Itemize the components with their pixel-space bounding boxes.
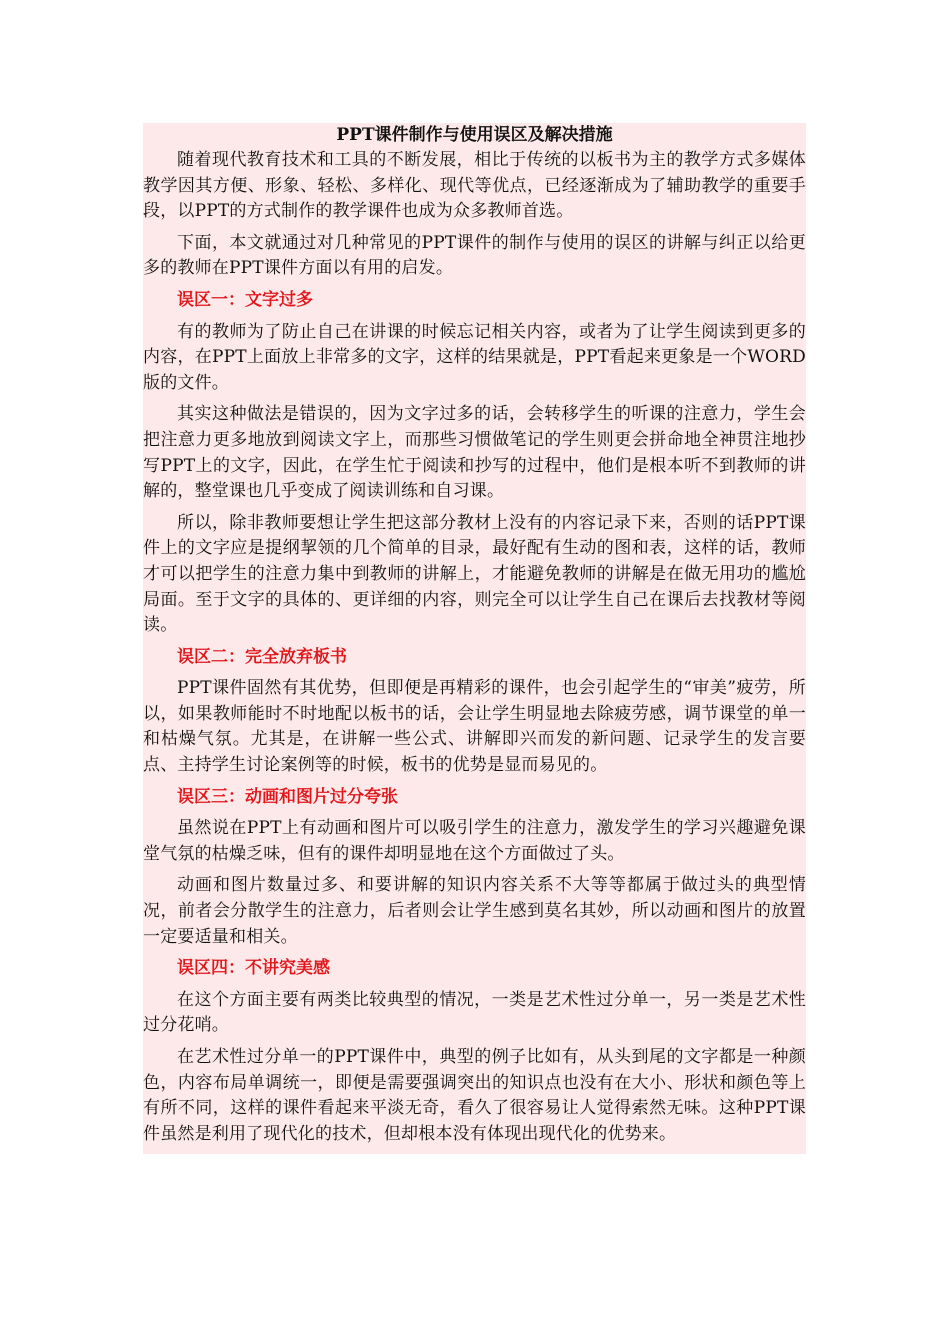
section-heading-2: 误区二：完全放弃板书 bbox=[177, 646, 347, 667]
body-paragraph: 其实这种做法是错误的，因为文字过多的话，会转移学生的听课的注意力，学生会把注意力更多地放到阅读文字上，而那些习惯做笔记的学生则更会拼命地全神贯注地抄写PPT上的文字，因此，在学生忙于阅读和抄写的过程中，他们是根本听不到教师的讲解的，整堂课也几乎变成了阅读训练和自习课。 bbox=[143, 404, 806, 502]
intro-paragraph: 随着现代教育技术和工具的不断发展，相比于传统的以板书为主的教学方式多媒体教学因其方便、形象、轻松、多样化、现代等优点，已经逐渐成为了辅助教学的重要手段，以PPT的方式制作的教学课件也成为众多教师首选。 bbox=[143, 150, 806, 222]
document-body bbox=[143, 123, 806, 1154]
body-paragraph: 在艺术性过分单一的PPT课件中，典型的例子比如有，从头到尾的文字都是一种颜色，内容布局单调统一，即便是需要强调突出的知识点也没有在大小、形状和颜色等上有所不同，这样的课件看起来平淡无奇，看久了很容易让人觉得索然无味。这种PPT课件虽然是利用了现代化的技术，但却根本没有体现出现代化的优势来。 bbox=[143, 1047, 806, 1144]
body-paragraph: 在这个方面主要有两类比较典型的情况，一类是艺术性过分单一，另一类是艺术性过分花哨。 bbox=[143, 989, 806, 1036]
body-paragraph: PPT课件固然有其优势，但即便是再精彩的课件，也会引起学生的“审美”疲劳，所以，如果教师能时不时地配以板书的话，会让学生明显地去除疲劳感，调节课堂的单一和枯燥气氛。尤其是，在讲解一些公式、讲解即兴而发的新问题、记录学生的发言要点、主持学生讨论案例等的时候，板书的优势是显而易见的。 bbox=[143, 678, 806, 776]
section-heading-1: 误区一：文字过多 bbox=[177, 289, 313, 310]
body-paragraph: 所以，除非教师要想让学生把这部分教材上没有的内容记录下来，否则的话PPT课件上的文字应是提纲挈领的几个简单的目录，最好配有生动的图和表，这样的话，教师才可以把学生的注意力集中到教师的讲解上，才能避免教师的讲解是在做无用功的尴尬局面。至于文字的具体的、更详细的内容，则完全可以让学生自己在课后去找教材等阅读。 bbox=[143, 512, 806, 636]
body-paragraph: 虽然说在PPT上有动画和图片可以吸引学生的注意力，激发学生的学习兴趣避免课堂气氛的枯燥乏味，但有的课件却明显地在这个方面做过了头。 bbox=[143, 818, 806, 864]
intro-paragraph: 下面，本文就通过对几种常见的PPT课件的制作与使用的误区的讲解与纠正以给更多的教师在PPT课件方面以有用的启发。 bbox=[143, 232, 806, 279]
body-paragraph: 动画和图片数量过多、和要讲解的知识内容关系不大等等都属于做过头的典型情况，前者会分散学生的注意力，后者则会让学生感到莫名其妙，所以动画和图片的放置一定要适量和相关。 bbox=[143, 875, 806, 947]
section-heading-4: 误区四：不讲究美感 bbox=[177, 958, 330, 979]
section-heading-3: 误区三：动画和图片过分夸张 bbox=[177, 786, 398, 807]
body-paragraph: 有的教师为了防止自己在讲课的时候忘记相关内容，或者为了让学生阅读到更多的内容，在PPT上面放上非常多的文字，这样的结果就是，PPT看起来更象是一个WORD版的文件。 bbox=[143, 321, 806, 393]
document-title: PPT课件制作与使用误区及解决措施 bbox=[336, 125, 613, 145]
